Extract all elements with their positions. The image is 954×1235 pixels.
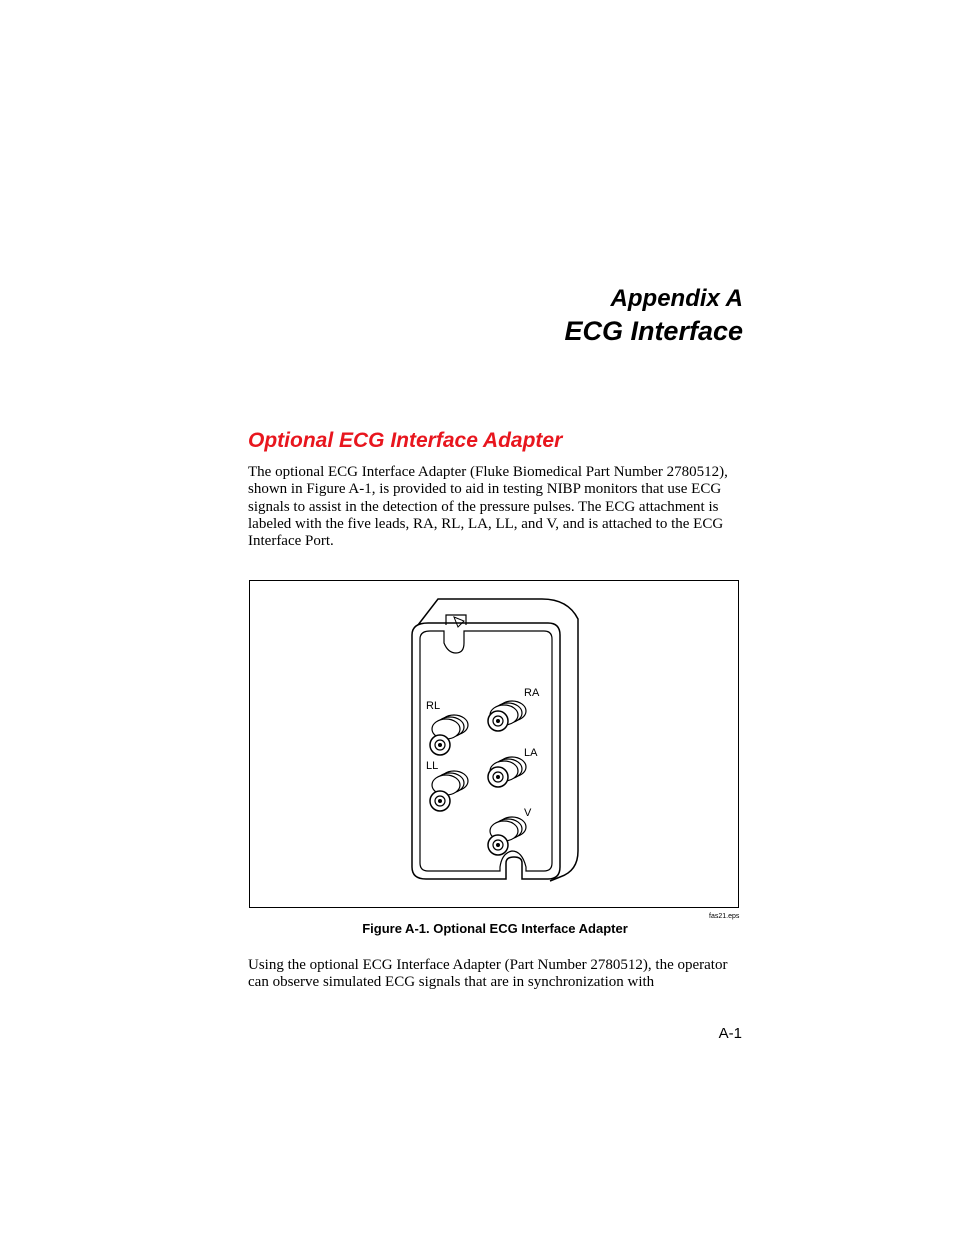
intro-paragraph: The optional ECG Interface Adapter (Fluke Biomedical Part Number 2780512), shown in Figure A-1, is provided to aid in testing NIBP monitors that use ECG signals to assist in the detection of the pressure pulses. The ECG attachment is labeled with the five leads, RA, RL, LA, LL, and V, and is attached to the ECG Interface Port. xyxy=(248,464,728,550)
lead-label-la: LA xyxy=(524,747,538,759)
ecg-adapter-illustration xyxy=(250,581,740,909)
figure-caption: Figure A-1. Optional ECG Interface Adapter xyxy=(362,921,628,936)
lead-label-ll: LL xyxy=(426,760,439,772)
lead-label-ra: RA xyxy=(524,687,540,699)
figure-frame xyxy=(249,580,739,908)
lead-label-rl: RL xyxy=(426,700,441,712)
lead-label-v: V xyxy=(524,807,532,819)
appendix-label: Appendix A xyxy=(610,285,743,312)
page-number: A-1 xyxy=(718,1025,742,1042)
continuation-paragraph: Using the optional ECG Interface Adapter (Part Number 2780512), the operator can observe simulated ECG signals that are in synchronization with xyxy=(248,957,728,991)
chapter-title: ECG Interface xyxy=(564,316,743,346)
figure-file-tag: fas21.eps xyxy=(709,913,740,920)
section-heading: Optional ECG Interface Adapter xyxy=(248,429,563,452)
